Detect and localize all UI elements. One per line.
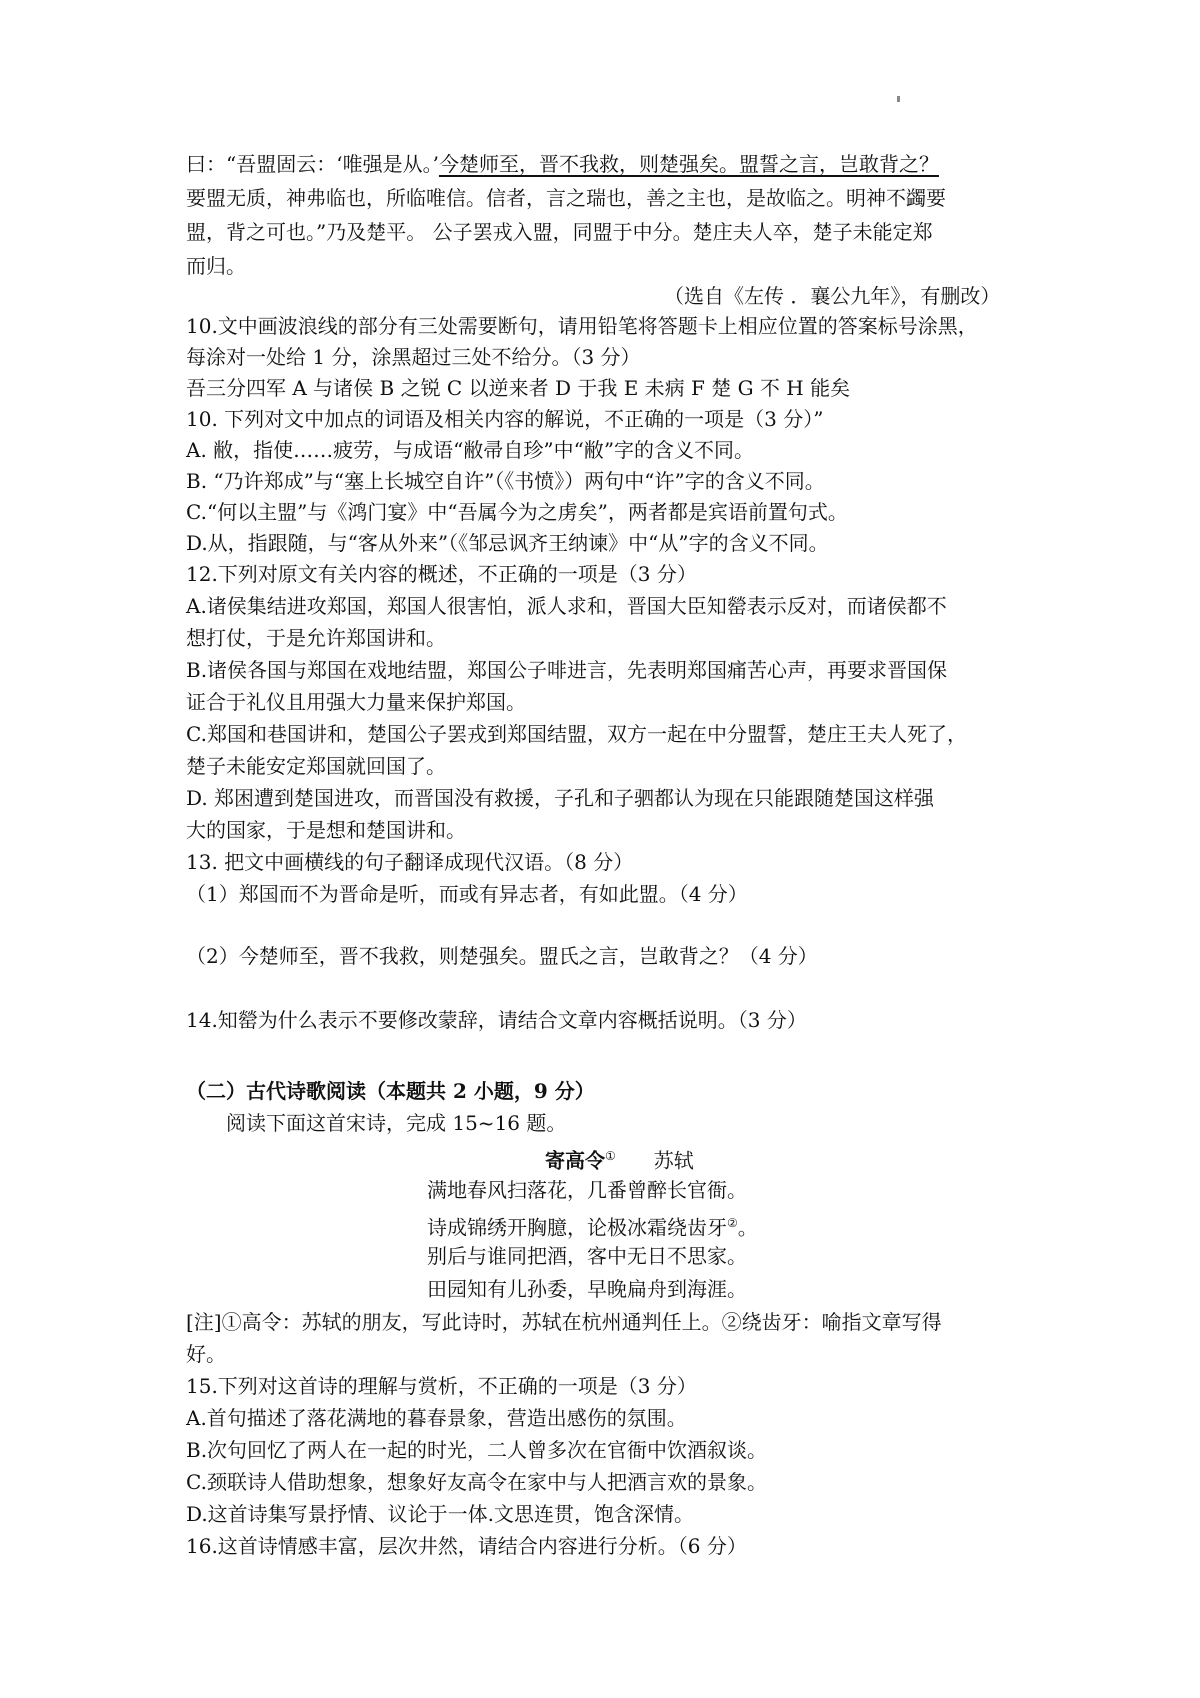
- poem-heading: [545, 1140, 694, 1177]
- passage-line-4: 而归。: [186, 254, 246, 278]
- q12-option-c-2: 楚子未能安定郑国就回国了。: [186, 754, 446, 778]
- q13-stem: 13. 把文中画横线的句子翻译成现代汉语。（8 分）: [186, 850, 634, 874]
- q12-option-d-2: 大的国家，于是想和楚国讲和。: [186, 818, 466, 842]
- q10a-line-3: 吾三分四军 A 与诸侯 B 之锐 C 以逆来者 D 于我 E 未病 F 楚 G 不 H 能矣: [186, 376, 851, 400]
- poem-note-1: [注]①高令：苏轼的朋友，写此诗时，苏轼在杭州通判任上。②绕齿牙：喻指文章写得: [186, 1310, 942, 1334]
- q10a-line-2: 每涂对一处给 1 分，涂黑超过三处不给分。（3 分）: [186, 345, 641, 369]
- q12-option-b-2: 证合于礼仪且用强大力量来保护郑国。: [186, 690, 526, 714]
- poem-line-2-text: 诗成锦绣开胸臆，论极冰霜绕齿牙: [427, 1215, 727, 1240]
- q12-stem: 12.下列对原文有关内容的概述，不正确的一项是（3 分）: [186, 562, 697, 586]
- passage-underlined-sentence: 今楚师至，晋不我救，则楚强矣。盟誓之言，岂敢背之？: [438, 152, 939, 176]
- q13-sentence-2: （2）今楚师至，晋不我救，则楚强矣。盟氏之言，岂敢背之？（4 分）: [186, 944, 818, 968]
- q10b-option-a: A. 敝，指使……疲劳，与成语“敝帚自珍”中“敝”字的含义不同。: [186, 438, 755, 462]
- q15-option-a: A.首句描述了落花满地的暮春景象，营造出感伤的氛围。: [186, 1406, 687, 1430]
- poem-line-2: [427, 1207, 758, 1244]
- passage-source: （选自《左传 ．襄公九年》，有删改）: [664, 284, 1001, 308]
- q15-option-d: D.这首诗集写景抒情、议论于一体.文思连贯，饱含深情。: [186, 1502, 695, 1526]
- q10b-option-b: B. “乃许郑成”与“塞上长城空自许”（《书愤》）两句中“许”字的含义不同。: [186, 469, 825, 493]
- q16-stem: 16.这首诗情感丰富，层次井然，请结合内容进行分析。（6 分）: [186, 1534, 747, 1558]
- q12-option-c-1: C.郑国和巷国讲和，楚国公子罢戎到郑国结盟，双方一起在中分盟誓，楚庄王夫人死了，: [186, 722, 967, 746]
- passage-line-2: 要盟无质，神弗临也，所临唯信。信者，言之瑞也，善之主也，是故临之。明神不蠲要: [186, 186, 946, 210]
- poem-note-2: 好。: [186, 1342, 226, 1366]
- poem-line-1: 满地春风扫落花，几番曾醉长官衙。: [427, 1178, 747, 1202]
- poem-title-note-mark: ①: [605, 1149, 616, 1163]
- poem-title: 寄高令: [545, 1148, 605, 1173]
- poem-line-2-end: 。: [737, 1215, 758, 1240]
- passage-line-1: [186, 148, 939, 180]
- q10a-line-1: 10.文中画波浪线的部分有三处需要断句，请用铅笔将答题卡上相应位置的答案标号涂黑，: [186, 314, 978, 338]
- poem-line-2-note-mark: ②: [727, 1216, 738, 1230]
- q12-option-a-1: A.诸侯集结进攻郑国，郑国人很害怕，派人求和，晋国大臣知罃表示反对，而诸侯都不: [186, 594, 947, 618]
- q15-option-c: C.颈联诗人借助想象，想象好友高令在家中与人把酒言欢的景象。: [186, 1470, 767, 1494]
- q12-option-a-2: 想打仗，于是允许郑国讲和。: [186, 626, 446, 650]
- q14-stem: 14.知罃为什么表示不要修改蒙辞，请结合文章内容概括说明。（3 分）: [186, 1008, 807, 1032]
- q13-sentence-1: （1）郑国而不为晋命是听，而或有异志者，有如此盟。（4 分）: [186, 882, 748, 906]
- poem-line-3: 别后与谁同把酒，客中无日不思家。: [427, 1244, 747, 1268]
- section2-intro: 阅读下面这首宋诗，完成 15~16 题。: [226, 1111, 567, 1135]
- q12-option-d-1: D. 郑困遭到楚国进攻，而晋国没有救援，子孔和子驷都认为现在只能跟随楚国这样强: [186, 786, 935, 810]
- scan-mark: [897, 96, 900, 102]
- poem-author: 苏轼: [653, 1148, 694, 1173]
- q10b-option-c: C.“何以主盟”与《鸿门宴》中“吾属今为之虏矣”，两者都是宾语前置句式。: [186, 500, 848, 524]
- poem-line-4: 田园知有儿孙委，早晚扁舟到海涯。: [427, 1277, 747, 1301]
- q10b-stem: 10. 下列对文中加点的词语及相关内容的解说，不正确的一项是（3 分）”: [186, 407, 824, 431]
- q12-option-b-1: B.诸侯各国与郑国在戏地结盟，郑国公子啡进言，先表明郑国痛苦心声，再要求晋国保: [186, 658, 948, 682]
- q15-stem: 15.下列对这首诗的理解与赏析，不正确的一项是（3 分）: [186, 1374, 697, 1398]
- q15-option-b: B.次句回忆了两人在一起的时光，二人曾多次在官衙中饮酒叙谈。: [186, 1438, 768, 1462]
- q10b-option-d: D.从，指跟随，与“客从外来”（《邹忌讽齐王纳谏》中“从”字的含义不同。: [186, 531, 829, 555]
- section2-title: （二）古代诗歌阅读（本题共 2 小题，9 分）: [186, 1079, 595, 1103]
- passage-line-3: 盟，背之可也。”乃及楚平。 公子罢戎入盟，同盟于中分。楚庄夫人卒，楚子未能定郑: [186, 220, 933, 244]
- passage-line-1-plain: 曰：“吾盟固云：‘唯强是从。’: [186, 152, 439, 176]
